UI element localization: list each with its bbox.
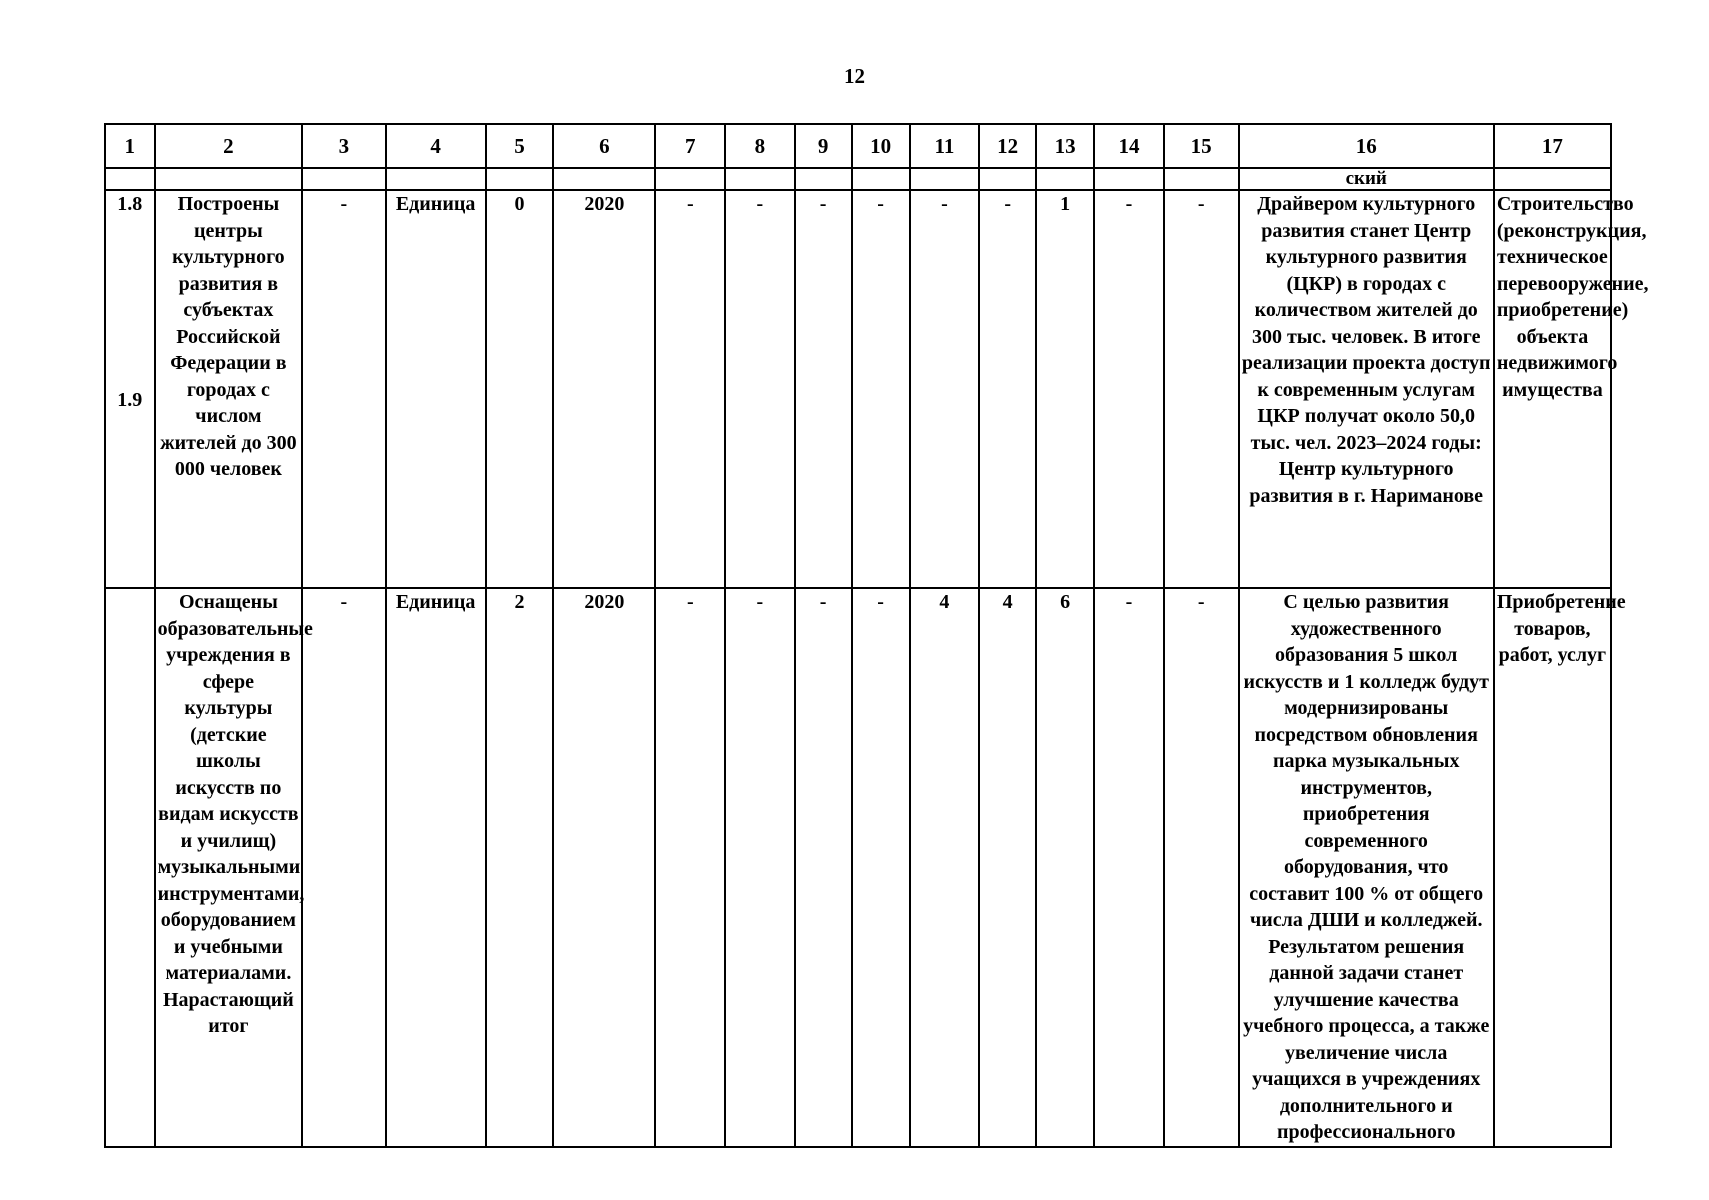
base-value: 2 bbox=[486, 588, 553, 1147]
cell-col8: - bbox=[725, 588, 795, 1147]
col-header: 6 bbox=[553, 124, 655, 168]
col-header: 16 bbox=[1239, 124, 1494, 168]
row-number-text: 1.9 bbox=[117, 389, 143, 412]
cell-col12: 4 bbox=[979, 588, 1036, 1147]
cell-col11: - bbox=[910, 190, 980, 588]
page-number: 12 bbox=[844, 64, 865, 88]
col-header: 5 bbox=[486, 124, 553, 168]
continuation-row bbox=[105, 168, 1611, 190]
col-header: 7 bbox=[655, 124, 725, 168]
cell-col11: 4 bbox=[910, 588, 980, 1147]
cell-col8: - bbox=[725, 190, 795, 588]
col-header: 11 bbox=[910, 124, 980, 168]
cell-col10: - bbox=[852, 190, 910, 588]
col-header: 1 bbox=[105, 124, 155, 168]
col-header: 12 bbox=[979, 124, 1036, 168]
project-table bbox=[104, 123, 1649, 1148]
col-header: 14 bbox=[1094, 124, 1164, 168]
result-type: Строительство (реконструкция, техническое перевооружение, приобретение) объекта недвижимого имущества bbox=[1494, 190, 1611, 588]
col-header: 10 bbox=[852, 124, 910, 168]
cell-col3: - bbox=[302, 588, 385, 1147]
col-header: 9 bbox=[795, 124, 852, 168]
col-header: 17 bbox=[1494, 124, 1611, 168]
col-header: 15 bbox=[1164, 124, 1239, 168]
description: С целью развития художественного образования 5 школ искусств и 1 колледж будут модернизированы посредством обновления парка музыкальных инструментов, приобретения современного оборудования, что составит 100 % от общего числа ДШИ и колледжей. Результатом решения данной задачи станет улучшение качества учебного процесса, а также увеличение числа учащихся в учреждениях дополнительного и профессионального bbox=[1239, 588, 1494, 1147]
result-type: Приобретение товаров, работ, услуг bbox=[1494, 588, 1611, 1147]
description: Драйвером культурного развития станет Центр культурного развития (ЦКР) в городах с количеством жителей до 300 тыс. человек. В итоге реализации проекта доступ к современным услугам ЦКР получат около 50,0 тыс. чел. 2023–2024 годы: Центр культурного развития в г. Нариманове bbox=[1239, 190, 1494, 588]
cell-col3: - bbox=[302, 190, 385, 588]
base-value: 0 bbox=[486, 190, 553, 588]
indicator-name: Построены центры культурного развития в субъектах Российской Федерации в городах с числом жителей до 300 000 человек bbox=[155, 190, 303, 588]
indicator-name: Оснащены образовательные учреждения в сфере культуры (детские школы искусств по видам искусств и училищ) музыкальными инструментами, оборудованием и учебными материалами. Нарастающий итог bbox=[155, 588, 303, 1147]
cell-col14: - bbox=[1094, 190, 1164, 588]
cell-col9: - bbox=[795, 190, 852, 588]
cell-col10: - bbox=[852, 588, 910, 1147]
col-header: 2 bbox=[155, 124, 303, 168]
unit: Единица bbox=[386, 190, 486, 588]
row-number: 1.8 bbox=[105, 190, 155, 588]
cell-col7: - bbox=[655, 588, 725, 1147]
col-header: 13 bbox=[1036, 124, 1094, 168]
cell-col15: - bbox=[1164, 190, 1239, 588]
cell-col12: - bbox=[979, 190, 1036, 588]
unit: Единица bbox=[386, 588, 486, 1147]
row-number bbox=[105, 389, 155, 1147]
cell-col14: - bbox=[1094, 588, 1164, 1147]
cell-col7: - bbox=[655, 190, 725, 588]
cell-col13: 6 bbox=[1036, 588, 1094, 1147]
base-year: 2020 bbox=[553, 588, 655, 1147]
col-header: 8 bbox=[725, 124, 795, 168]
table-row bbox=[105, 190, 1611, 588]
col-header: 4 bbox=[386, 124, 486, 168]
table-row bbox=[105, 588, 1611, 1147]
col-header: 3 bbox=[302, 124, 385, 168]
continuation-text: ский bbox=[1239, 168, 1494, 190]
header-row bbox=[105, 124, 1611, 168]
cell-col13: 1 bbox=[1036, 190, 1094, 588]
cell-col9: - bbox=[795, 588, 852, 1147]
cell-col15: - bbox=[1164, 588, 1239, 1147]
base-year: 2020 bbox=[553, 190, 655, 588]
